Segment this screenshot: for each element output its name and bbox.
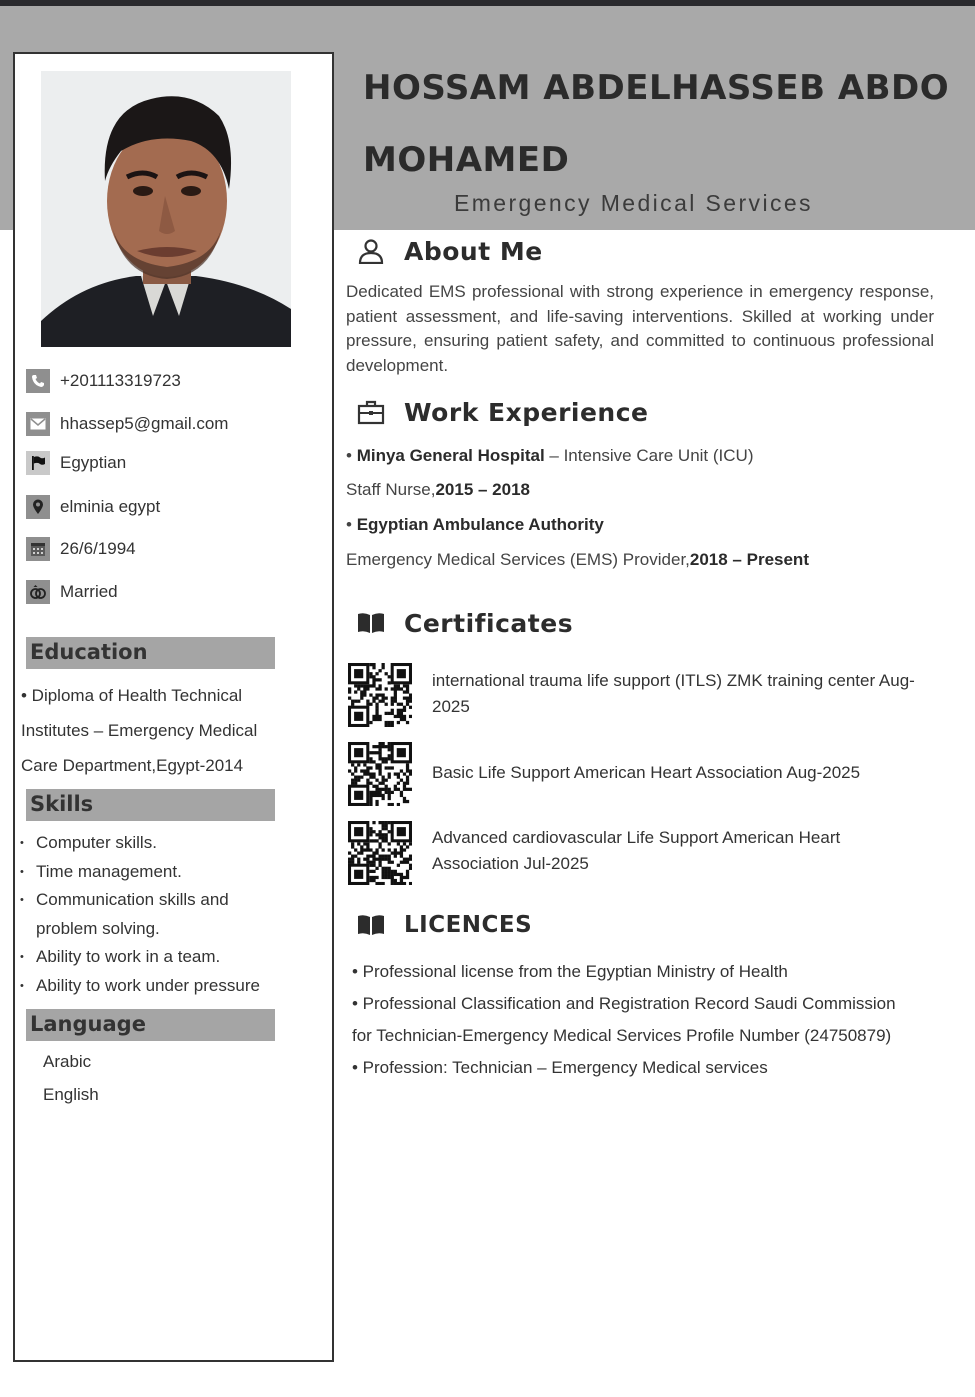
flag-icon [26, 451, 50, 475]
marital-status: Married [60, 582, 118, 601]
briefcase-icon [354, 397, 388, 427]
licence-item: • Professional license from the Egyptian Ministry of Health [352, 962, 788, 981]
qr-code-icon[interactable] [348, 742, 412, 806]
profile-photo [41, 71, 291, 347]
user-icon [354, 236, 388, 266]
skills-heading: Skills [26, 789, 275, 821]
contact-email [26, 411, 228, 437]
job-2-role: Emergency Medical Services (EMS) Provider,2018 – Present [346, 550, 809, 569]
name-line-1: HOSSAM ABDELHASSEB ABDO [363, 68, 950, 108]
contact-marital-status [26, 579, 118, 605]
education-entry [21, 678, 291, 783]
job-1-org: Minya General Hospital [356, 446, 545, 465]
email-icon [26, 412, 50, 436]
skills-list [20, 829, 310, 1000]
licence-item: • Professional Classification and Registration Record Saudi Commission [352, 994, 896, 1013]
work-heading [354, 397, 649, 427]
education-heading: Education [26, 637, 275, 669]
calendar-icon [26, 537, 50, 561]
skill-item: • Ability to work under pressure [20, 972, 310, 1001]
licences-list [352, 956, 942, 1084]
candidate-name [363, 52, 963, 196]
location-pin-icon [26, 495, 50, 519]
certificates-title: Certificates [404, 608, 574, 638]
job-1-role: Staff Nurse,2015 – 2018 [346, 480, 530, 499]
phone-icon [26, 369, 50, 393]
name-line-2: MOHAMED [363, 140, 570, 180]
education-line-3: Care Department,Egypt-2014 [21, 756, 244, 775]
contact-birthdate [26, 536, 136, 562]
language-item: Arabic [43, 1052, 92, 1071]
qr-code-icon[interactable] [348, 663, 412, 727]
about-text: Dedicated EMS professional with strong experience in emergency response, patient assessment, and life-saving interventions. Skilled at working under pressure, ensuring patient safety, and committed to continuous professional development. [346, 282, 934, 375]
email-address[interactable]: hhassep5@gmail.com [60, 414, 229, 433]
licence-item: • Profession: Technician – Emergency Medical services [352, 1058, 768, 1077]
job-1-period: 2015 – 2018 [435, 480, 530, 499]
certificates-heading [354, 608, 573, 638]
contact-phone [26, 368, 181, 394]
skill-item: • Ability to work in a team. [20, 943, 310, 972]
job-title: Emergency Medical Services [454, 190, 813, 216]
education-line-2: Institutes – Emergency Medical [21, 721, 258, 740]
job-1-dept: – Intensive Care Unit (ICU) [544, 446, 754, 465]
skill-item: • Computer skills. [20, 829, 310, 858]
qr-code-icon[interactable] [348, 821, 412, 885]
work-title: Work Experience [404, 397, 649, 427]
nationality: Egyptian [60, 453, 127, 472]
job-1-employer: • Minya General Hospital – Intensive Care Unit (ICU) [346, 446, 754, 465]
licences-title: LICENCES [404, 912, 533, 938]
certificate-acls: Advanced cardiovascular Life Support American Heart Association Jul-2025 [432, 828, 841, 873]
skill-item: • Time management. [20, 858, 310, 887]
phone-number: +201113319723 [60, 371, 181, 390]
certificate-itls: international trauma life support (ITLS) ZMK training center Aug-2025 [432, 671, 915, 716]
education-line-1: • Diploma of Health Technical [21, 686, 243, 705]
about-title: About Me [404, 236, 543, 266]
contact-nationality [26, 450, 126, 476]
birth-date: 26/6/1994 [60, 539, 136, 558]
skill-item: • Communication skills and problem solving. [20, 886, 266, 943]
language-heading: Language [26, 1009, 275, 1041]
licence-item-continued: for Technician-Emergency Medical Services Profile Number (24750879) [352, 1026, 892, 1045]
language-item: English [43, 1085, 99, 1104]
contact-location [26, 494, 160, 520]
job-2-period: 2018 – Present [689, 550, 809, 569]
certificate-bls: Basic Life Support American Heart Association Aug-2025 [432, 763, 861, 782]
licences-heading [354, 910, 532, 940]
location: elminia egypt [60, 497, 161, 516]
job-2-org: Egyptian Ambulance Authority [356, 515, 604, 534]
about-heading [354, 236, 543, 266]
open-book-icon [354, 910, 388, 940]
rings-icon [26, 580, 50, 604]
open-book-icon [354, 608, 388, 638]
job-2-employer: • Egyptian Ambulance Authority [346, 515, 604, 534]
